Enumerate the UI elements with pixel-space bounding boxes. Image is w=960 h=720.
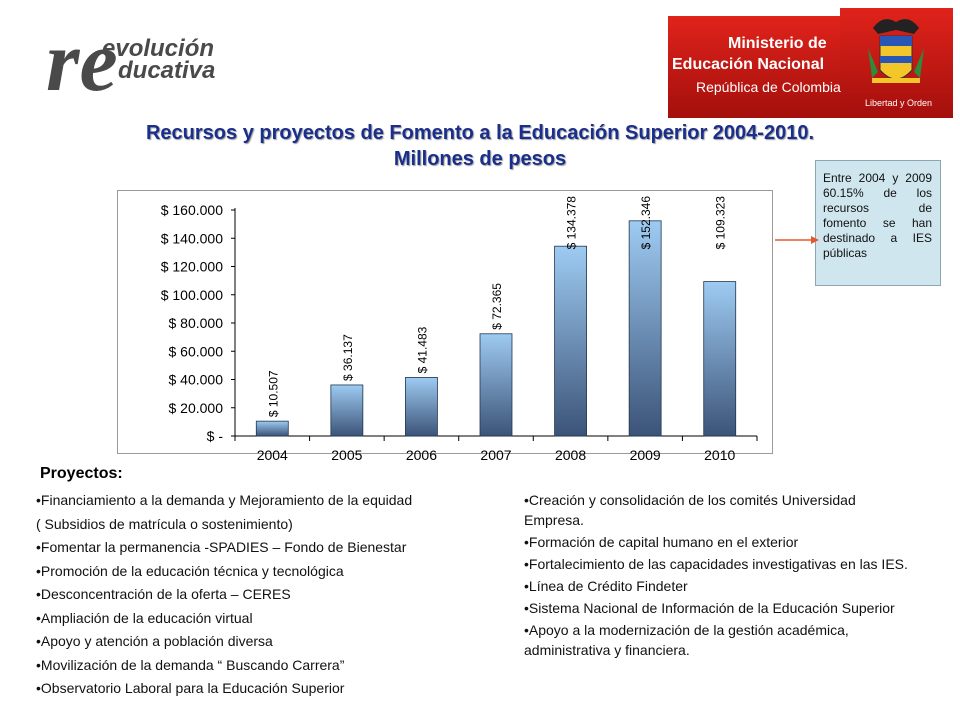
bar bbox=[704, 282, 736, 436]
recursos-bar-chart bbox=[117, 190, 773, 470]
y-tick-label: $ 60.000 bbox=[168, 343, 223, 360]
list-item: ( Subsidios de matrícula o sostenimiento) bbox=[36, 515, 293, 532]
logo-big-letters: re bbox=[46, 18, 118, 108]
y-tick-label: $ 80.000 bbox=[168, 315, 223, 331]
page-title bbox=[40, 120, 920, 172]
x-tick-label: 2007 bbox=[480, 447, 512, 463]
x-tick-label: 2009 bbox=[629, 447, 661, 463]
x-tick-label: 2005 bbox=[331, 447, 363, 463]
list-item: •Apoyo a la modernización de la gestión académica, administrativa y financiera. bbox=[524, 622, 849, 658]
y-tick-label: $ - bbox=[206, 428, 223, 444]
list-item: •Promoción de la educación técnica y tecnológica bbox=[36, 562, 344, 579]
list-item: •Fortalecimiento de las capacidades investigativas en las IES. bbox=[524, 556, 908, 572]
list-item: •Financiamiento a la demanda y Mejoramiento de la equidad bbox=[36, 492, 413, 508]
ministry-line1: Ministerio de bbox=[728, 35, 827, 52]
y-tick-label: $ 100.000 bbox=[160, 286, 223, 303]
y-tick-label: $ 40.000 bbox=[168, 371, 223, 388]
data-label: $ 134.378 bbox=[564, 196, 579, 250]
revolucion-educativa-logo bbox=[40, 18, 280, 108]
list-item: •Observatorio Laboral para la Educación Superior bbox=[36, 680, 345, 696]
bar bbox=[629, 221, 661, 436]
list-item: •Línea de Crédito Findeter bbox=[524, 578, 688, 594]
title-line2: Millones de pesos bbox=[393, 148, 567, 170]
x-tick-label: 2010 bbox=[704, 447, 736, 463]
projects-list-left bbox=[36, 490, 496, 702]
title-line1: Recursos y proyectos de Fomento a la Educación Superior 2004-2010. bbox=[145, 122, 815, 144]
x-tick-label: 2008 bbox=[554, 447, 587, 463]
logo-line1: evolución bbox=[102, 35, 215, 62]
data-label: $ 152.346 bbox=[639, 196, 654, 250]
projects-list-right bbox=[524, 490, 914, 662]
ministerio-logo bbox=[668, 8, 953, 118]
y-tick-label: $ 20.000 bbox=[168, 399, 223, 416]
y-tick-label: $ 120.000 bbox=[160, 258, 223, 275]
list-item: •Apoyo y atención a población diversa bbox=[36, 633, 273, 649]
motto: Libertad y Orden bbox=[865, 98, 933, 108]
bar bbox=[480, 334, 512, 436]
y-tick-label: $ 160.000 bbox=[160, 202, 223, 218]
callout-note: Entre 2004 y 2009 60.15% de los recursos de fomento se han destinado a IES públicas bbox=[815, 160, 941, 286]
data-label: $ 10.507 bbox=[266, 370, 281, 418]
list-item: •Sistema Nacional de Información de la Educación Superior bbox=[524, 600, 895, 616]
logo-line2: ducativa bbox=[118, 57, 216, 84]
list-item: •Formación de capital humano en el exterior bbox=[524, 534, 799, 550]
list-item: •Fomentar la permanencia -SPADIES – Fondo de Bienestar bbox=[36, 539, 407, 555]
projects-heading: Proyectos: bbox=[40, 465, 123, 482]
list-item: •Desconcentración de la oferta – CERES bbox=[36, 586, 291, 602]
data-label: $ 36.137 bbox=[340, 334, 355, 381]
bar bbox=[256, 421, 288, 436]
ministry-line3: República de Colombia bbox=[696, 79, 841, 95]
callout-arrow-icon bbox=[773, 225, 821, 255]
bar bbox=[405, 377, 437, 436]
data-label: $ 72.365 bbox=[490, 283, 504, 330]
data-label: $ 109.323 bbox=[713, 196, 728, 250]
x-tick-label: 2004 bbox=[256, 447, 288, 463]
data-label: $ 41.483 bbox=[415, 326, 430, 374]
bar bbox=[555, 246, 587, 436]
list-item: •Creación y consolidación de los comités Universidad Empresa. bbox=[524, 492, 856, 528]
x-tick-label: 2006 bbox=[405, 447, 438, 463]
list-item: •Ampliación de la educación virtual bbox=[36, 609, 253, 626]
bar bbox=[331, 385, 363, 436]
list-item: •Movilización de la demanda “ Buscando Carrera” bbox=[36, 656, 345, 673]
ministry-line2: Educación Nacional bbox=[672, 56, 825, 73]
y-tick-label: $ 140.000 bbox=[160, 230, 223, 247]
